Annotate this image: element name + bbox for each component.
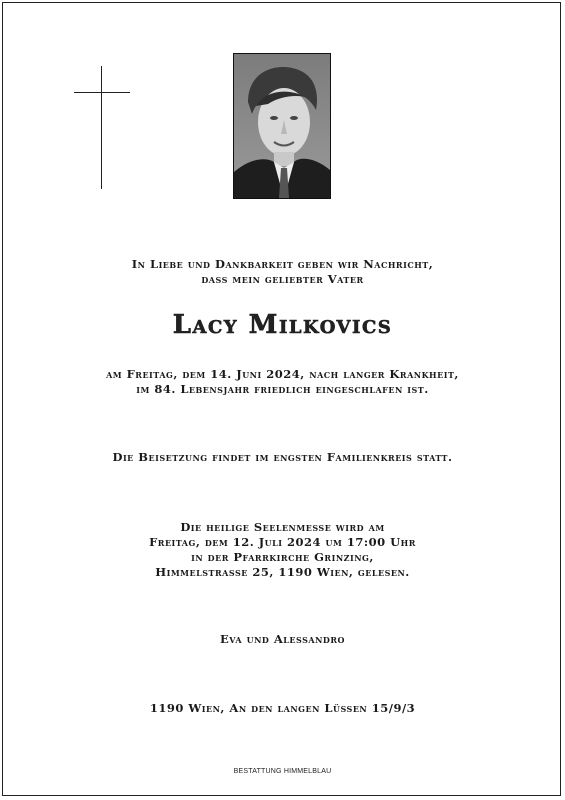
intro-line-2: dass mein geliebter Vater — [201, 272, 364, 286]
family-names: Eva und Alessandro — [220, 632, 345, 646]
burial-notice: Die Beisetzung findet im engsten Familienkreis statt. — [112, 450, 453, 464]
mass-line-2: Freitag, dem 12. Juli 2024 um 17:00 Uhr — [149, 535, 416, 549]
death-line-1: am Freitag, dem 14. Juni 2024, nach langer Krankheit, — [106, 367, 459, 381]
deceased-name: Lacy Milkovics — [172, 310, 393, 340]
family-address: 1190 Wien, An den langen Lüssen 15/9/3 — [149, 701, 416, 715]
mass-line-1: Die heilige Seelenmesse wird am — [180, 520, 385, 534]
mass-line-4: Himmelstrasse 25, 1190 Wien, gelesen. — [155, 565, 410, 579]
funeral-home-label: BESTATTUNG HIMMELBLAU — [233, 768, 332, 775]
intro-line-1: In Liebe und Dankbarkeit geben wir Nachricht, — [131, 257, 434, 271]
mass-line-3: in der Pfarrkirche Grinzing, — [191, 550, 374, 564]
portrait-photo — [233, 53, 331, 199]
death-line-2: im 84. Lebensjahr friedlich eingeschlafen ist. — [136, 382, 429, 396]
